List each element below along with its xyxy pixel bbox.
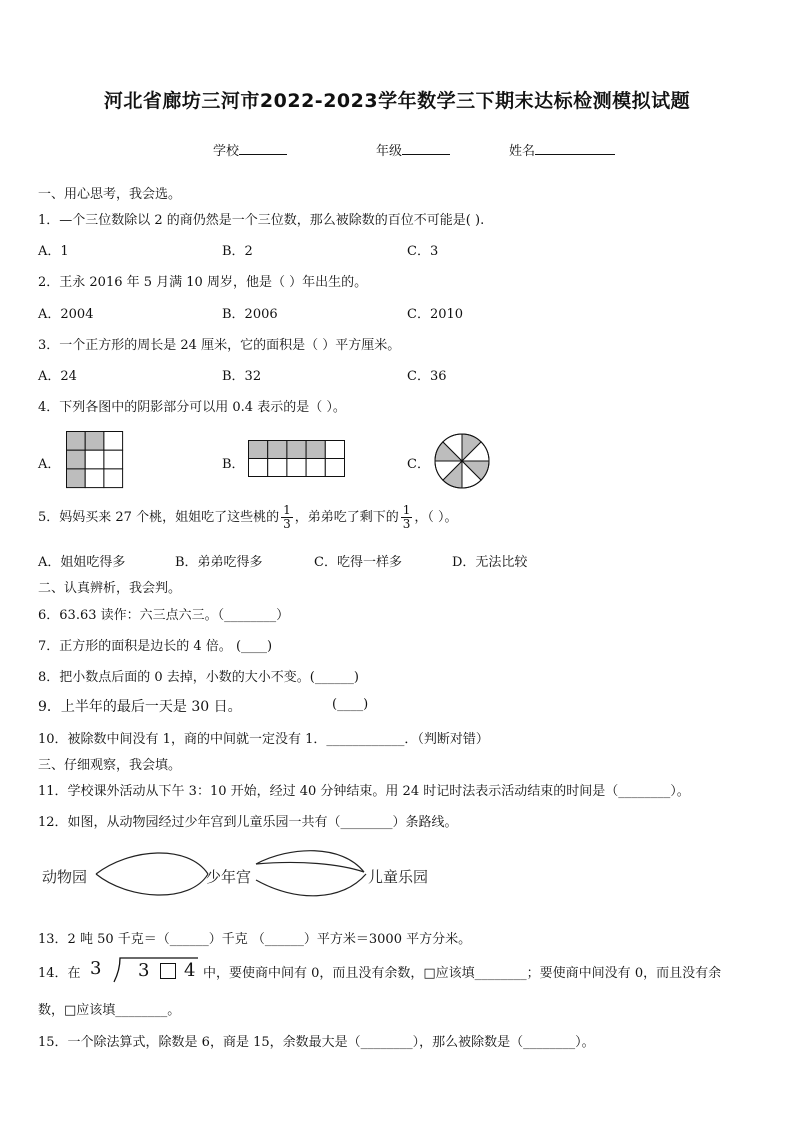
q5-stem-part-a: 5．妈妈买来 27 个桃，姐姐吃了这些桃的	[38, 510, 280, 525]
q1-option-a[interactable]: A．1	[38, 244, 69, 259]
grid-cell	[325, 441, 344, 459]
fraction-one-third	[281, 504, 293, 531]
q5-stem-part-b: ，弟弟吃了剩下的	[294, 510, 399, 525]
page-title: 河北省廊坊三河市2022-2023学年数学三下期末达标检测模拟试题	[103, 90, 691, 112]
q4-figure-b-grid	[248, 440, 346, 478]
q4-option-a[interactable]: A．	[38, 457, 61, 472]
q5-stem-part-c: ，（ ）。	[414, 510, 458, 525]
q14-line2: 数，□应该填________。	[38, 1003, 181, 1018]
grid-cell	[104, 432, 123, 451]
q3-option-c[interactable]: C．36	[407, 369, 447, 384]
q2-option-c[interactable]: C．2010	[407, 307, 464, 322]
q4-option-c[interactable]: C．	[407, 457, 430, 472]
place-childrens-park: 儿童乐园	[368, 868, 429, 886]
q14-tail: 中，要使商中间有 0，而且没有余数，□应该填________；要使商中间没有 0，而且没有余	[203, 966, 722, 981]
q14-line1	[38, 962, 81, 981]
grade-label: 年级	[376, 144, 403, 159]
grade-field	[376, 140, 450, 159]
school-field	[213, 140, 287, 159]
division-bracket	[90, 958, 101, 979]
grade-blank[interactable]	[402, 142, 450, 155]
route-diagram	[90, 842, 380, 904]
q6-text: 6．63.63 读作：六三点六三。（________）	[38, 608, 290, 623]
fraction-denominator: 3	[402, 517, 411, 531]
grid-cell-shaded	[287, 441, 306, 459]
school-label: 学校	[213, 144, 240, 159]
route-curve	[256, 874, 366, 896]
q1-option-b[interactable]: B．2	[222, 244, 253, 259]
q5-stem	[38, 504, 458, 531]
q4-figure-a-grid	[66, 431, 124, 489]
q12-stem: 12．如图，从动物园经过少年宫到儿童乐园一共有（________）条路线。	[38, 815, 458, 830]
route-curve	[256, 851, 364, 872]
q13-text: 13．2 吨 50 千克＝（______）千克 （______）平方米＝3000 平方分米。	[38, 932, 472, 947]
division-dividend-c: 4	[184, 960, 196, 981]
grid-cell	[268, 459, 287, 477]
grid-cell	[325, 459, 344, 477]
q15-text: 15．一个除法算式，除数是 6，商是 15，余数最大是（________），那么被除数是（________）。	[38, 1035, 595, 1050]
q3-option-a[interactable]: A．24	[38, 369, 77, 384]
q7-text: 7．正方形的面积是边长的 4 倍。 (____)	[38, 639, 273, 654]
fraction-numerator: 1	[402, 503, 411, 517]
q11-text: 11．学校课外活动从下午 3：10 开始，经过 40 分钟结束。用 24 时记时法表示活动结束的时间是（________）。	[38, 784, 690, 799]
q8-text: 8．把小数点后面的 0 去掉，小数的大小不变。(______)	[38, 670, 359, 685]
division-dividend-a: 3	[138, 960, 150, 981]
grid-cell-shaded	[67, 450, 86, 469]
grid-cell	[85, 450, 104, 469]
q5-option-d[interactable]: D．无法比较	[452, 555, 528, 570]
dividend-missing-digit-box[interactable]	[160, 963, 176, 979]
route-curve	[256, 862, 364, 872]
section-2-heading: 二、认真辨析，我会判。	[38, 581, 182, 596]
q2-stem: 2．王永 2016 年 5 月满 10 周岁，他是（ ）年出生的。	[38, 275, 368, 290]
grid-cell	[249, 459, 268, 477]
q4-figure-c-circle	[433, 432, 491, 490]
q9-text: 9．上半年的最后一天是 30 日。	[38, 699, 242, 715]
name-field	[509, 140, 615, 159]
fraction-numerator: 1	[283, 503, 291, 517]
q10-text: 10．被除数中间没有 1，商的中间就一定没有 1．____________．（判断对错）	[38, 732, 489, 747]
q1-option-c[interactable]: C．3	[407, 244, 439, 259]
grid-cell	[104, 450, 123, 469]
name-label: 姓名	[509, 144, 536, 159]
route-curve	[96, 874, 208, 895]
grid-cell-shaded	[306, 441, 325, 459]
grid-cell-shaded	[67, 432, 86, 451]
name-blank[interactable]	[535, 142, 615, 155]
place-zoo: 动物园	[42, 868, 88, 886]
q1-stem: 1．—个三位数除以 2 的商仍然是一个三位数，那么被除数的百位不可能是( ).	[38, 213, 485, 228]
q5-option-c[interactable]: C．吃得一样多	[314, 555, 402, 570]
fraction-one-third	[401, 504, 413, 531]
q9-blank[interactable]: (____)	[332, 697, 369, 712]
grid-cell-shaded	[268, 441, 287, 459]
q3-stem: 3．一个正方形的周长是 24 厘米，它的面积是（ ）平方厘米。	[38, 338, 401, 353]
grid-cell	[104, 469, 123, 488]
q4-stem: 4．下列各图中的阴影部分可以用 0.4 表示的是（ ）。	[38, 400, 346, 415]
q2-option-b[interactable]: B．2006	[222, 307, 278, 322]
grid-cell-shaded	[249, 441, 268, 459]
grid-cell	[287, 459, 306, 477]
q5-option-a[interactable]: A．姐姐吃得多	[38, 555, 126, 570]
grid-cell-shaded	[67, 469, 86, 488]
route-curve	[96, 853, 208, 874]
q5-option-b[interactable]: B．弟弟吃得多	[175, 555, 263, 570]
q3-option-b[interactable]: B．32	[222, 369, 262, 384]
grid-cell-shaded	[85, 432, 104, 451]
section-1-heading: 一、用心思考，我会选。	[38, 187, 182, 202]
q4-option-b[interactable]: B．	[222, 457, 245, 472]
fraction-denominator: 3	[283, 517, 291, 531]
section-3-heading: 三、仔细观察，我会填。	[38, 758, 182, 773]
q2-option-a[interactable]: A．2004	[38, 307, 94, 322]
place-youth-palace: 少年宫	[206, 868, 252, 886]
school-blank[interactable]	[239, 142, 287, 155]
grid-cell	[85, 469, 104, 488]
q14-lead: 14．在	[38, 966, 81, 981]
grid-cell	[306, 459, 325, 477]
division-divisor: 3	[90, 958, 102, 979]
